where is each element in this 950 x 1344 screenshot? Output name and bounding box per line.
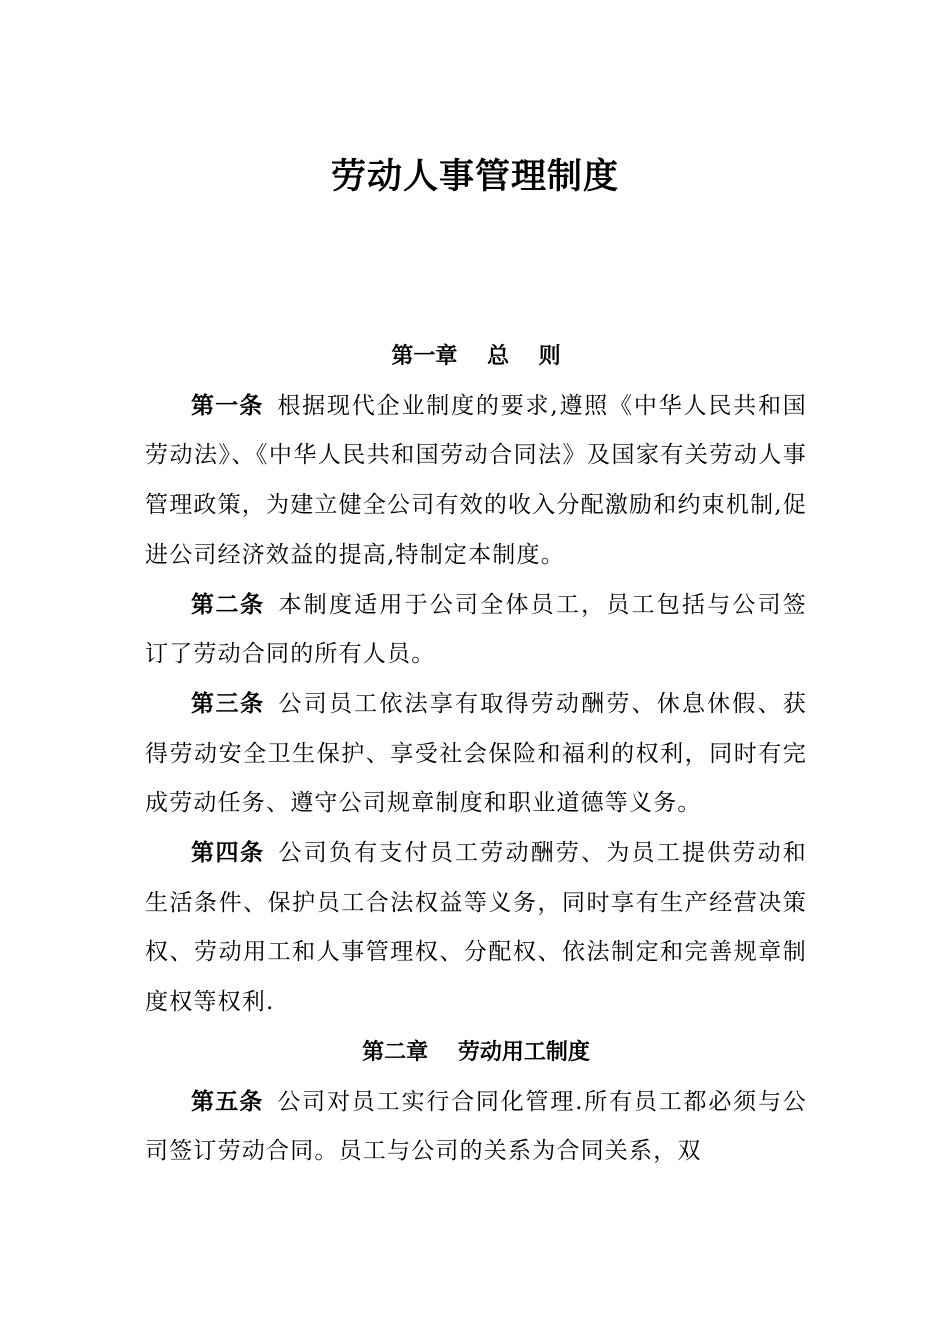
article-text: 公司员工依法享有取得劳动酬劳、休息休假、获得劳动安全卫生保护、享受社会保险和福利的权利，同时有完成劳动任务、遵守公司规章制度和职业道德等义务。 [145, 690, 808, 817]
article-text: 公司对员工实行合同化管理.所有员工都必须与公司签订劳动合同。员工与公司的关系为合同关系，双 [145, 1088, 808, 1165]
document-title: 劳动人事管理制度 [330, 157, 619, 197]
chapter-1-heading: 第一章 总 则 [391, 344, 561, 369]
article-number: 第一条 [191, 392, 264, 419]
article-number: 第四条 [191, 840, 265, 867]
document-body [145, 332, 807, 1177]
article-text: 本制度适用于公司全体员工，员工包括与公司签订了劳动合同的所有人员。 [145, 591, 808, 668]
article-1 [145, 382, 807, 581]
article-number: 第二条 [191, 591, 265, 618]
article-3 [145, 680, 807, 829]
article-number: 第五条 [191, 1088, 264, 1115]
article-5 [145, 1078, 807, 1177]
chapter-2-heading: 第二章 劳动用工制度 [362, 1039, 590, 1065]
article-4 [145, 829, 807, 1028]
article-2 [145, 581, 807, 680]
article-text: 公司负有支付员工劳动酬劳、为员工提供劳动和生活条件、保护员工合法权益等义务，同时享有生产经营决策权、劳动用工和人事管理权、分配权、依法制定和完善规章制度权等权利. [145, 840, 808, 1016]
article-text: 根据现代企业制度的要求,遵照《中华人民共和国劳动法》、《中华人民共和国劳动合同法》及国家有关劳动人事管理政策，为建立健全公司有效的收入分配激励和约束机制,促进公司经济效益的提高,特制定本制度。 [145, 392, 808, 568]
article-number: 第三条 [191, 690, 265, 717]
